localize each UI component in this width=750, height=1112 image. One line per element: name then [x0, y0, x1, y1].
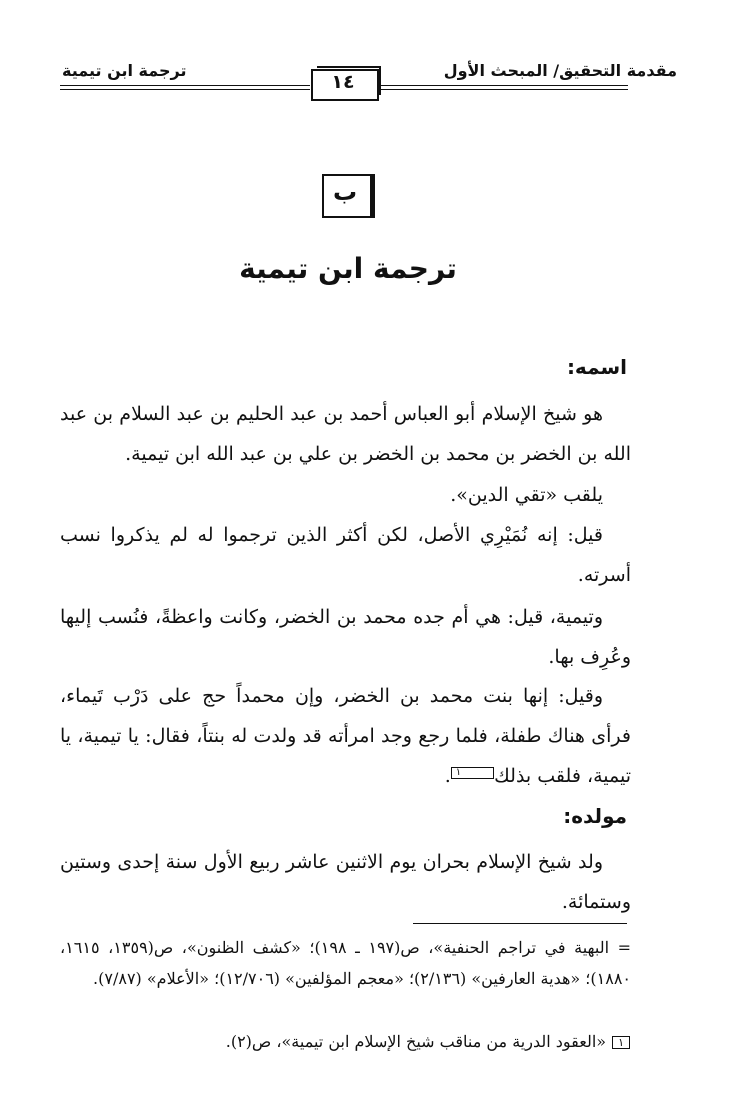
footnote-1 [226, 1026, 630, 1057]
name-heading: اسمه: [566, 355, 627, 379]
name-paragraph-5-end: . [444, 765, 451, 787]
name-paragraph-5 [60, 676, 631, 796]
footnote-1-mark: ١ [612, 1036, 630, 1049]
section-title: ترجمة ابن تيمية [239, 252, 457, 285]
name-paragraph-5-text: وقيل: إنها بنت محمد بن الخضر، وإن محمداً حج على دَرْب تَيماء، فرأى هناك طفلة، فلما رجع وجد امرأته قد ولدت له بنتاً، فقال: يا تيمية، يا تيمية، فلقب بذلك [60, 685, 631, 787]
header-rule-left-top [60, 85, 310, 86]
name-paragraph-4: وتيمية، قيل: هي أم جده محمد بن الخضر، وكانت واعظةً، فنُسب إليها وعُرِف بها. [60, 606, 631, 668]
page-number: ١٤ [331, 71, 355, 93]
birth-heading: مولده: [563, 804, 627, 828]
header-rule-right-top [378, 85, 628, 86]
name-paragraph-2: يلقب «تقي الدين». [450, 484, 603, 506]
name-paragraph-1: هو شيخ الإسلام أبو العباس أحمد بن عبد الحليم بن عبد السلام بن عبد الله بن الخضر بن محمد بن الخضر بن علي بن عبد الله ابن تيمية. [60, 403, 631, 465]
footnote-separator [413, 923, 627, 924]
header-right-title: مقدمة التحقيق/ المبحث الأول [443, 61, 677, 80]
name-paragraph-3: قيل: إنه نُمَيْرِي الأصل، لكن أكثر الذين ترجموا له لم يذكروا نسب أسرته. [60, 524, 631, 586]
section-letter: ب [332, 178, 358, 206]
footnote-1-text: «العقود الدرية من مناقب شيخ الإسلام ابن تيمية»، ص(٢). [225, 1032, 607, 1051]
header-rule-right-bottom [378, 89, 628, 90]
footnote-reference-mark: ١ [451, 767, 494, 779]
footnote-continuation: = البهية في تراجم الحنفية»، ص(١٩٧ ـ ١٩٨)؛ «كشف الظنون»، ص(١٣٥٩، ١٦١٥، ١٨٨٠)؛ «هدية العارفين» (٢/١٣٦)؛ «معجم المؤلفين» (١٢/٧٠٦)؛ «الأعلام» (٧/٨٧). [60, 938, 632, 988]
birth-paragraph: ولد شيخ الإسلام بحران يوم الاثنين عاشر ربيع الأول سنة إحدى وستين وستمائة. [60, 851, 631, 913]
header-left-title: ترجمة ابن تيمية [62, 61, 187, 80]
header-rule-left-bottom [60, 89, 310, 90]
